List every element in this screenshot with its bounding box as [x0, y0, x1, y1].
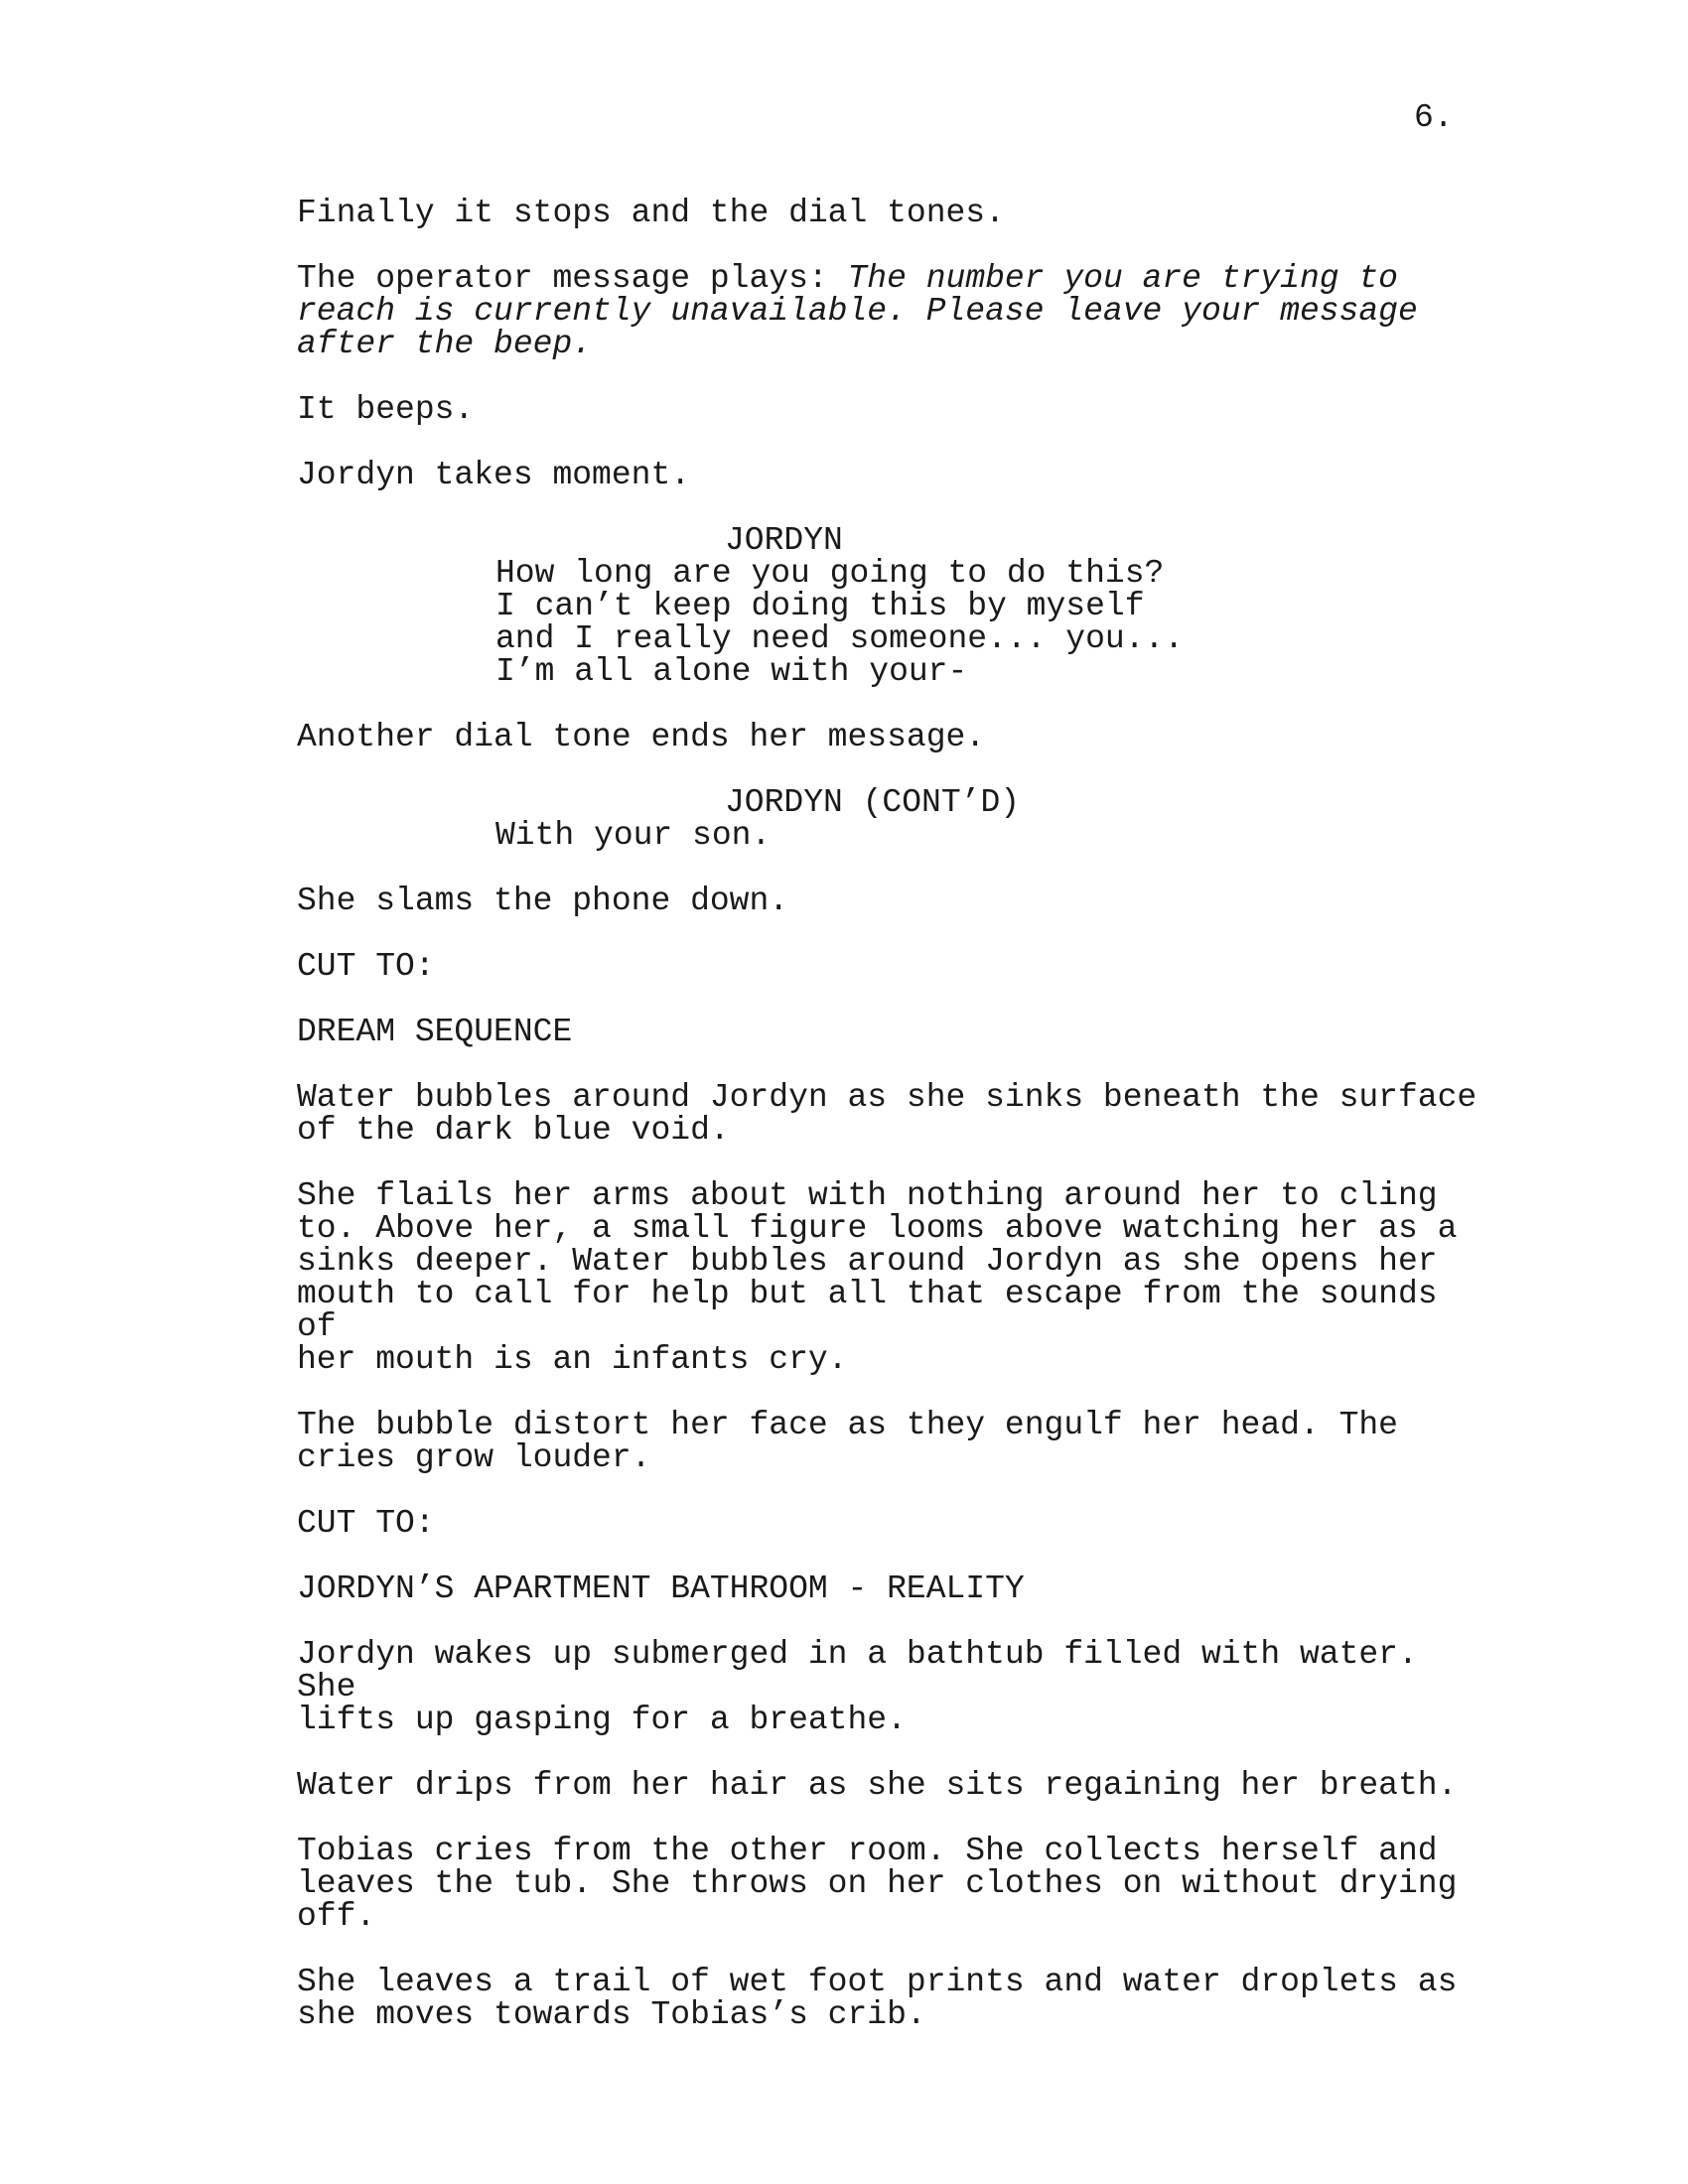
action-line: The bubble distort her face as they engulf her head. The cries grow louder.	[297, 1407, 1398, 1476]
scene-heading: DREAM SEQUENCE	[297, 1014, 573, 1050]
action-line: She slams the phone down.	[297, 883, 789, 919]
action-line: Another dial tone ends her message.	[297, 719, 986, 755]
action-text: The operator message plays:	[297, 260, 848, 297]
action-line: Jordyn takes moment.	[297, 457, 691, 493]
action-line: Finally it stops and the dial tones.	[297, 195, 1005, 231]
character-cue: JORDYN	[725, 522, 843, 559]
action-line: She leaves a trail of wet foot prints and water droplets as she moves towards Tobias’s crib.	[297, 1964, 1458, 2033]
transition: CUT TO:	[297, 948, 435, 985]
transition: CUT TO:	[297, 1505, 435, 1542]
action-line: She flails her arms about with nothing around her to cling to. Above her, a small figure looms above watching her as a sinks deeper. Water bubbles around Jordyn as she opens her mouth to call for help but all that escape from the sounds of her mouth is an infants cry.	[297, 1177, 1458, 1378]
character-cue: JORDYN (CONT’D)	[725, 784, 1021, 821]
page-number: 6.	[1414, 99, 1454, 136]
action-line: Jordyn wakes up submerged in a bathtub filled with water. She lifts up gasping for a breathe.	[297, 1636, 1418, 1738]
dialogue: With your son.	[495, 817, 772, 854]
action-line: Tobias cries from the other room. She collects herself and leaves the tub. She throws on her clothes on without drying off.	[297, 1833, 1458, 1935]
dialogue: How long are you going to do this? I can’t keep doing this by myself and I really need someone... you... I’m all alone with your-	[495, 555, 1185, 690]
action-line: It beeps.	[297, 391, 475, 428]
operator-message-italic: The number you are trying to reach is currently unavailable. Please leave your message after the beep.	[297, 260, 1418, 362]
action-line: Water drips from her hair as she sits regaining her breath.	[297, 1767, 1458, 1804]
screenplay-body	[297, 197, 1488, 2064]
scene-heading: JORDYN’S APARTMENT BATHROOM - REALITY	[297, 1570, 1025, 1607]
action-line-operator-message	[297, 262, 1488, 360]
action-line: Water bubbles around Jordyn as she sinks beneath the surface of the dark blue void.	[297, 1079, 1477, 1149]
